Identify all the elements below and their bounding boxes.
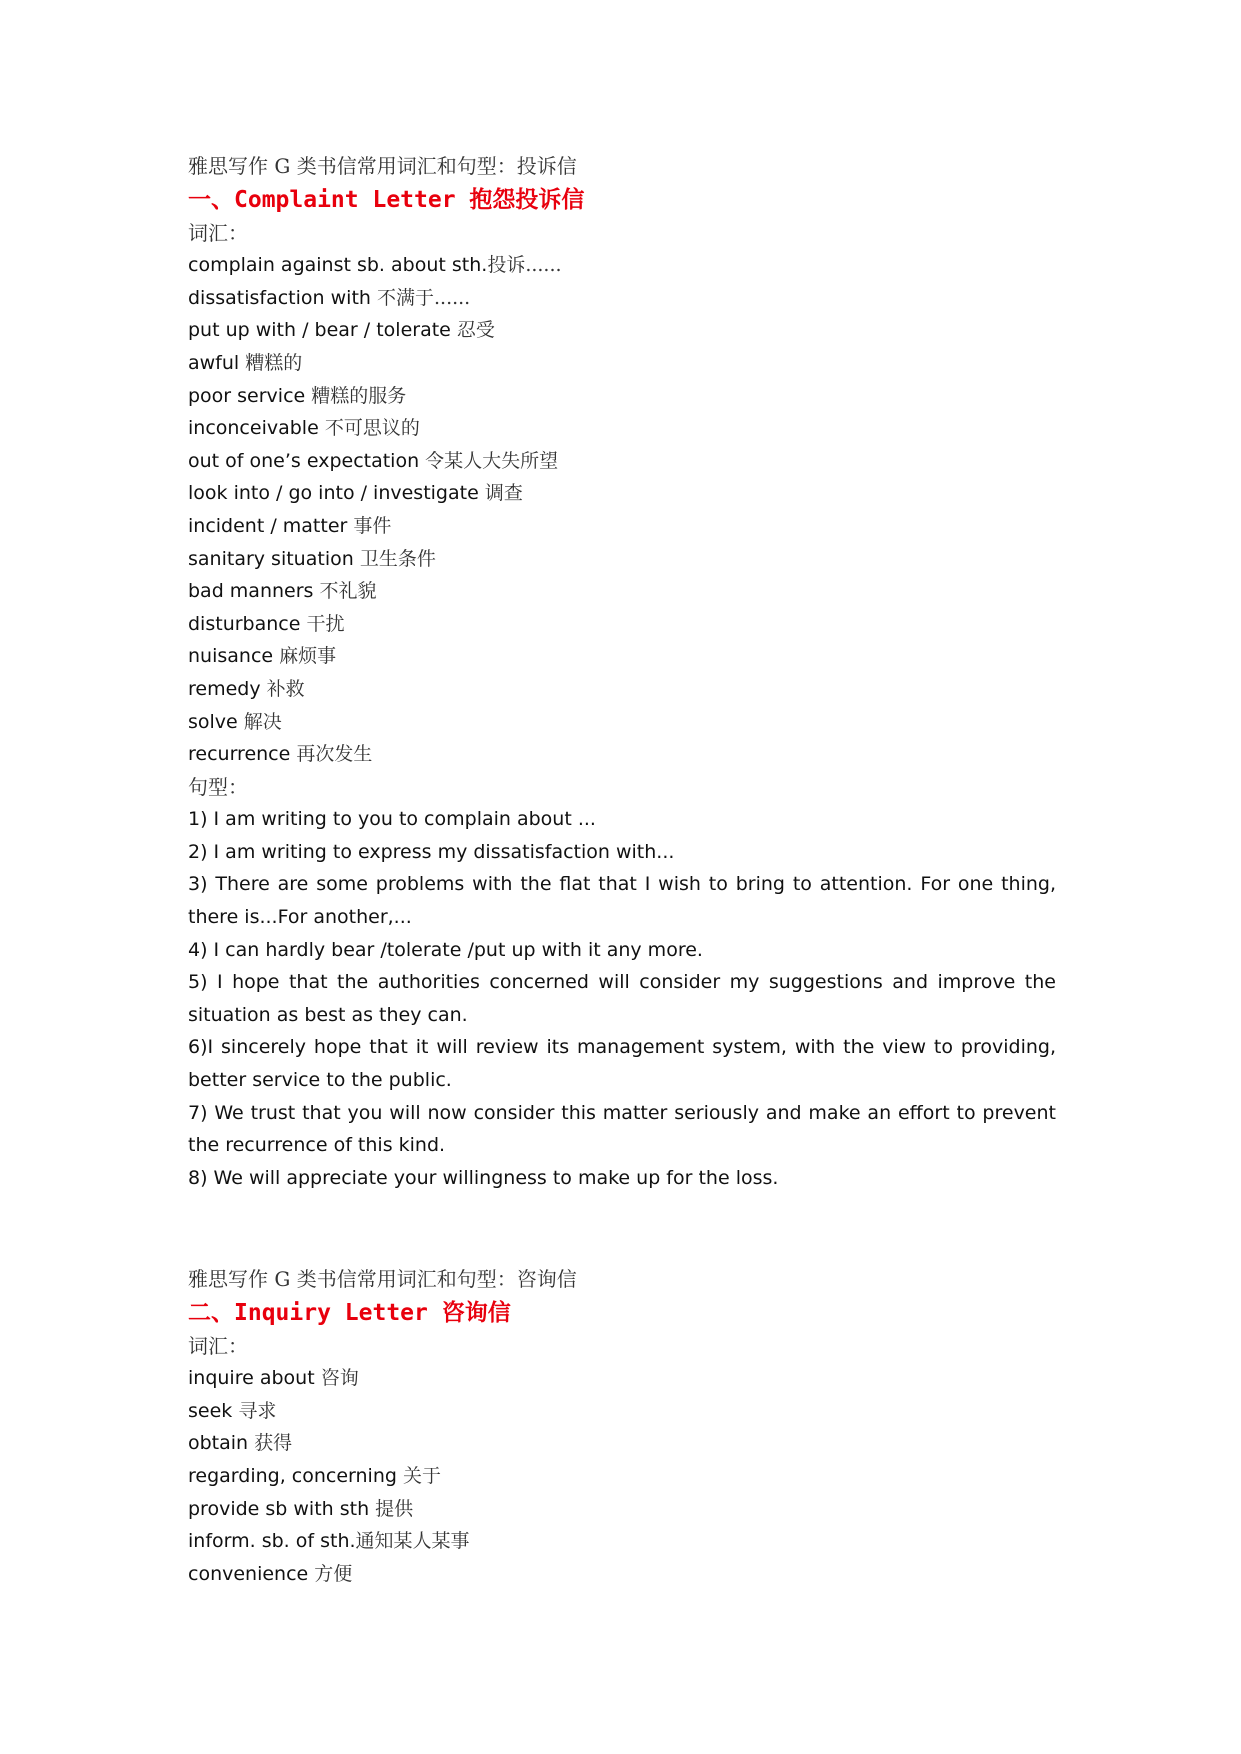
complaint-section (188, 150, 1056, 1194)
sentence-item: 4) I can hardly bear /tolerate /put up with it any more. (188, 938, 703, 961)
vocab-item (188, 673, 1056, 706)
inquiry-section (188, 1263, 1056, 1590)
vocab-item (188, 608, 1056, 641)
vocab-zh: 不满于...... (376, 286, 471, 309)
sentence-item: 2) I am writing to express my dissatisfaction with... (188, 840, 675, 863)
vocab-en: sanitary situation (188, 547, 360, 570)
vocab-item (188, 1395, 1056, 1428)
vocab-en: inform. sb. of sth. (188, 1530, 356, 1553)
vocab-en: bad manners (188, 580, 320, 603)
vocab-en: recurrence (188, 743, 297, 766)
vocab-zh: 再次发生 (296, 743, 373, 766)
vocab-item (188, 1493, 1056, 1526)
vocab-zh: 补救 (266, 677, 305, 700)
sentence-list (188, 803, 1056, 1194)
vocab-zh: 提供 (375, 1497, 414, 1520)
sentence-item: 1) I am writing to you to complain about ... (188, 808, 596, 831)
sentence-item: 3) There are some problems with the flat that I wish to bring to attention. For one thing, there is...For another,... (188, 873, 1056, 929)
vocab-zh: 不礼貌 (319, 580, 377, 603)
sentence-item: 7) We trust that you will now consider this matter seriously and make an effort to prevent the recurrence of this kind. (188, 1101, 1056, 1157)
vocab-zh: 糟糕的 (245, 351, 303, 374)
vocab-en: poor service (188, 384, 312, 407)
section-caption: 雅思写作 G 类书信常用词汇和句型：投诉信 (188, 154, 577, 178)
vocab-item (188, 1460, 1056, 1493)
vocab-zh: 寻求 (238, 1399, 277, 1422)
vocab-zh: 干扰 (306, 612, 345, 635)
vocab-label: 词汇： (188, 1333, 248, 1358)
vocab-en: incident / matter (188, 514, 354, 537)
vocab-en: regarding, concerning (188, 1464, 403, 1487)
vocab-zh: 事件 (353, 514, 392, 537)
vocab-zh: 令某人大失所望 (425, 449, 559, 472)
vocab-item (188, 249, 1056, 282)
sentence-item: 8) We will appreciate your willingness to make up for the loss. (188, 1166, 779, 1189)
vocab-item (188, 380, 1056, 413)
vocab-zh: 调查 (484, 482, 523, 505)
sentence-item: 6)I sincerely hope that it will review its management system, with the view to providing, better service to the public. (188, 1036, 1056, 1092)
vocab-item (188, 1558, 1056, 1591)
vocab-item (188, 510, 1056, 543)
vocab-en: provide sb with sth (188, 1497, 376, 1520)
vocab-en: obtain (188, 1432, 255, 1455)
vocab-zh: 卫生条件 (359, 547, 436, 570)
section-caption: 雅思写作 G 类书信常用词汇和句型：咨询信 (188, 1267, 577, 1291)
vocab-zh: 通知某人某事 (355, 1530, 470, 1553)
vocab-zh: 关于 (402, 1464, 441, 1487)
vocab-item (188, 543, 1056, 576)
vocab-list (188, 1362, 1056, 1590)
vocab-en: inquire about (188, 1367, 321, 1390)
vocab-zh: 糟糕的服务 (311, 384, 407, 407)
vocab-list (188, 249, 1056, 771)
vocab-item (188, 1427, 1056, 1460)
vocab-item (188, 314, 1056, 347)
vocab-zh: 解决 (243, 710, 282, 733)
vocab-item (188, 1362, 1056, 1395)
vocab-zh: 麻烦事 (279, 645, 337, 668)
vocab-en: solve (188, 710, 244, 733)
vocab-en: remedy (188, 677, 267, 700)
vocab-item (188, 412, 1056, 445)
vocab-en: convenience (188, 1562, 315, 1585)
section-heading: 二、Inquiry Letter 咨询信 (188, 1299, 511, 1326)
vocab-en: put up with / bear / tolerate (188, 319, 457, 342)
vocab-label: 词汇： (188, 220, 248, 245)
vocab-item (188, 738, 1056, 771)
vocab-zh: 方便 (314, 1562, 353, 1585)
section-heading: 一、Complaint Letter 抱怨投诉信 (188, 186, 585, 213)
vocab-item (188, 445, 1056, 478)
vocab-en: complain against sb. about sth. (188, 254, 488, 277)
vocab-zh: 获得 (254, 1432, 293, 1455)
vocab-item (188, 1525, 1056, 1558)
vocab-item (188, 282, 1056, 315)
vocab-en: out of one’s expectation (188, 449, 426, 472)
sentence-item: 5) I hope that the authorities concerned will consider my suggestions and improve the situation as best as they can. (188, 971, 1056, 1026)
vocab-en: nuisance (188, 645, 280, 668)
vocab-en: dissatisfaction with (188, 286, 377, 309)
vocab-en: look into / go into / investigate (188, 482, 485, 505)
vocab-item (188, 347, 1056, 380)
vocab-item (188, 706, 1056, 739)
vocab-zh: 不可思议的 (324, 417, 420, 440)
vocab-en: inconceivable (188, 417, 325, 440)
vocab-item (188, 477, 1056, 510)
vocab-zh: 忍受 (456, 319, 495, 342)
vocab-en: awful (188, 351, 246, 374)
vocab-zh: 投诉...... (487, 254, 562, 277)
sentences-label: 句型： (188, 774, 248, 799)
vocab-item (188, 640, 1056, 673)
vocab-item (188, 575, 1056, 608)
vocab-zh: 咨询 (320, 1367, 359, 1390)
vocab-en: disturbance (188, 612, 307, 635)
vocab-en: seek (188, 1399, 239, 1422)
